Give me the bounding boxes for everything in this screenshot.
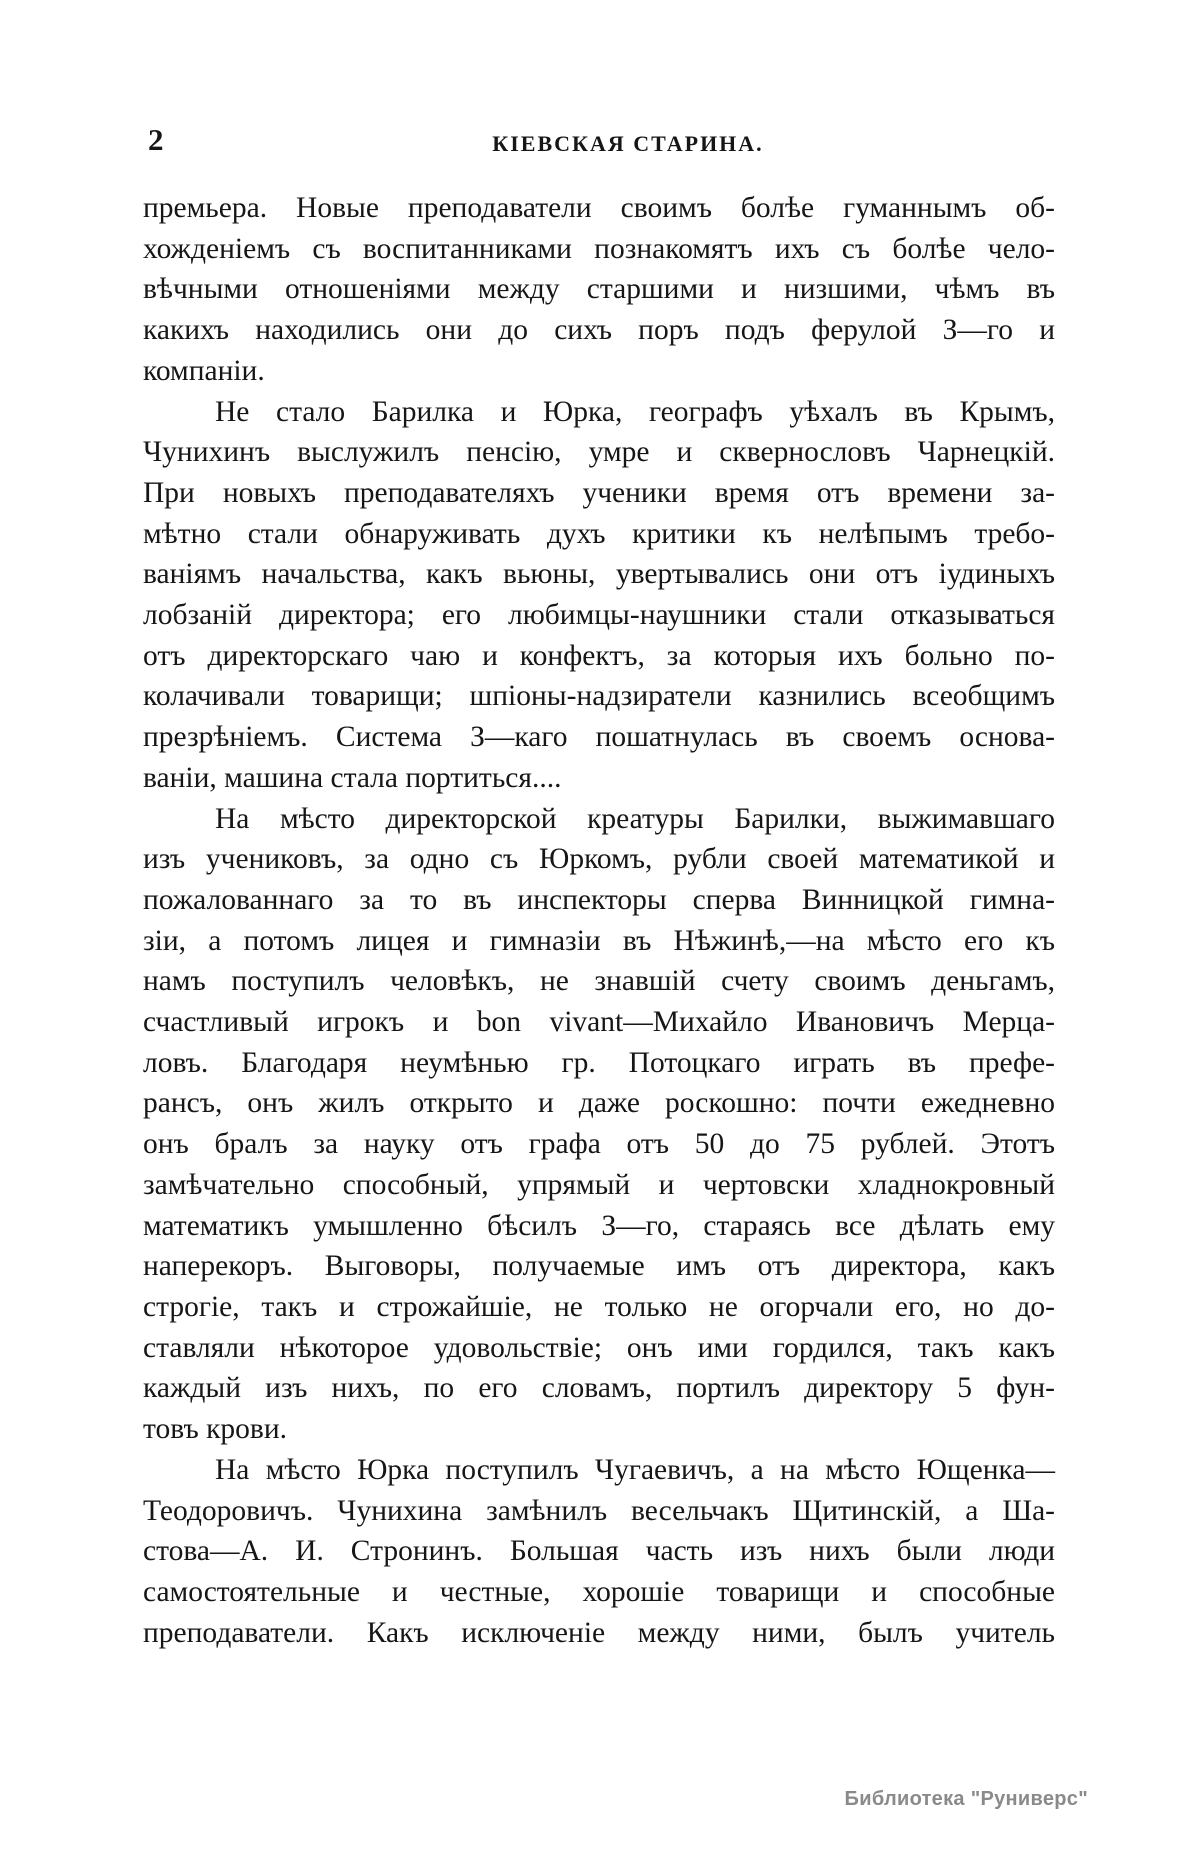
text-line: строгiе, такъ и строжайшiе, не только не огорчали его, но до- bbox=[143, 1290, 1055, 1323]
library-watermark: Библиотека "Руниверс" bbox=[844, 1788, 1088, 1810]
text-line: каждый изъ нихъ, по его словамъ, портилъ директору 5 фун- bbox=[143, 1372, 1055, 1405]
text-line: Теодоровичъ. Чунихина замѣнилъ весельчакъ Щитинскiй, а Ша- bbox=[143, 1494, 1055, 1527]
text-line: намъ поступилъ человѣкъ, не знавшiй счету своимъ деньгамъ, bbox=[143, 965, 1055, 998]
page-header bbox=[148, 122, 1050, 162]
text-line: онъ бралъ за науку отъ графа отъ 50 до 75 рублей. Этотъ bbox=[143, 1128, 1055, 1161]
body-text bbox=[143, 188, 1055, 1653]
text-line: вѣчными отношенiями между старшими и низшими, чѣмъ въ bbox=[143, 273, 1055, 306]
text-line: мѣтно стали обнаруживать духъ критики къ нелѣпымъ требо- bbox=[143, 517, 1055, 550]
text-line: На мѣсто Юрка поступилъ Чугаевичъ, а на мѣсто Ющенка— bbox=[215, 1453, 1055, 1486]
text-line: Не стало Барилка и Юрка, географъ уѣхалъ въ Крымъ, bbox=[215, 395, 1055, 428]
text-line: изъ учениковъ, за одно съ Юркомъ, рубли своей математикой и bbox=[143, 843, 1055, 876]
text-line: На мѣсто директорской креатуры Барилки, выжимавшаго bbox=[215, 802, 1055, 835]
text-line: компанiи. bbox=[143, 354, 265, 387]
text-line: какихъ находились они до сихъ поръ подъ ферулой З—го и bbox=[143, 314, 1055, 347]
text-line: зiи, а потомъ лицея и гимназiи въ Нѣжинѣ,—на мѣсто его къ bbox=[143, 924, 1055, 957]
text-line: ванiямъ начальства, какъ вьюны, увертывались они отъ iудиныхъ bbox=[143, 558, 1055, 591]
text-line: товъ крови. bbox=[143, 1413, 287, 1446]
text-line: Чунихинъ выслужилъ пенсiю, умре и сквернословъ Чарнецкiй. bbox=[143, 436, 1055, 469]
text-line: преподаватели. Какъ исключенiе между ними, былъ учитель bbox=[143, 1616, 1055, 1649]
text-line: пожалованнаго за то въ инспекторы сперва Винницкой гимна- bbox=[143, 883, 1055, 916]
text-line: лобзанiй директора; его любимцы-наушники стали отказываться bbox=[143, 599, 1055, 632]
text-line: презрѣнiемъ. Система З—каго пошатнулась въ своемъ основа- bbox=[143, 721, 1055, 754]
text-line: отъ директорскаго чаю и конфектъ, за которыя ихъ больно по- bbox=[143, 639, 1055, 672]
text-line: наперекоръ. Выговоры, получаемые имъ отъ директора, какъ bbox=[143, 1250, 1055, 1283]
text-line: премьера. Новые преподаватели своимъ болѣе гуманнымъ об- bbox=[143, 192, 1055, 224]
text-line: ставляли нѣкоторое удовольствiе; онъ ими гордился, такъ какъ bbox=[143, 1331, 1055, 1364]
text-line: ловъ. Благодаря неумѣнью гр. Потоцкаго играть въ префе- bbox=[143, 1046, 1055, 1079]
text-line: стова—А. И. Стронинъ. Большая часть изъ нихъ были люди bbox=[143, 1535, 1055, 1568]
text-line: колачивали товарищи; шпiоны-надзиратели казнились всеобщимъ bbox=[143, 680, 1055, 713]
text-line: самостоятельные и честные, хорошiе товарищи и способные bbox=[143, 1575, 1055, 1608]
text-line: При новыхъ преподавателяхъ ученики время отъ времени за- bbox=[143, 476, 1055, 509]
text-line: рансъ, онъ жилъ открыто и даже роскошно: почти ежедневно bbox=[143, 1087, 1055, 1120]
text-line: замѣчательно способный, упрямый и чертовски хладнокровный bbox=[143, 1168, 1055, 1201]
text-line: счастливый игрокъ и bon vivant—Михайло Ивановичъ Мерца- bbox=[143, 1006, 1055, 1039]
page-number: 2 bbox=[148, 122, 164, 157]
text-line: хожденiемъ съ воспитанниками познакомятъ ихъ съ болѣе чело- bbox=[143, 232, 1055, 265]
running-title: КIЕВСКАЯ СТАРИНА. bbox=[492, 131, 764, 156]
text-line: ванiи, машина стала портиться.... bbox=[143, 761, 562, 794]
text-line: математикъ умышленно бѣсилъ З—го, стараясь все дѣлать ему bbox=[143, 1209, 1055, 1242]
